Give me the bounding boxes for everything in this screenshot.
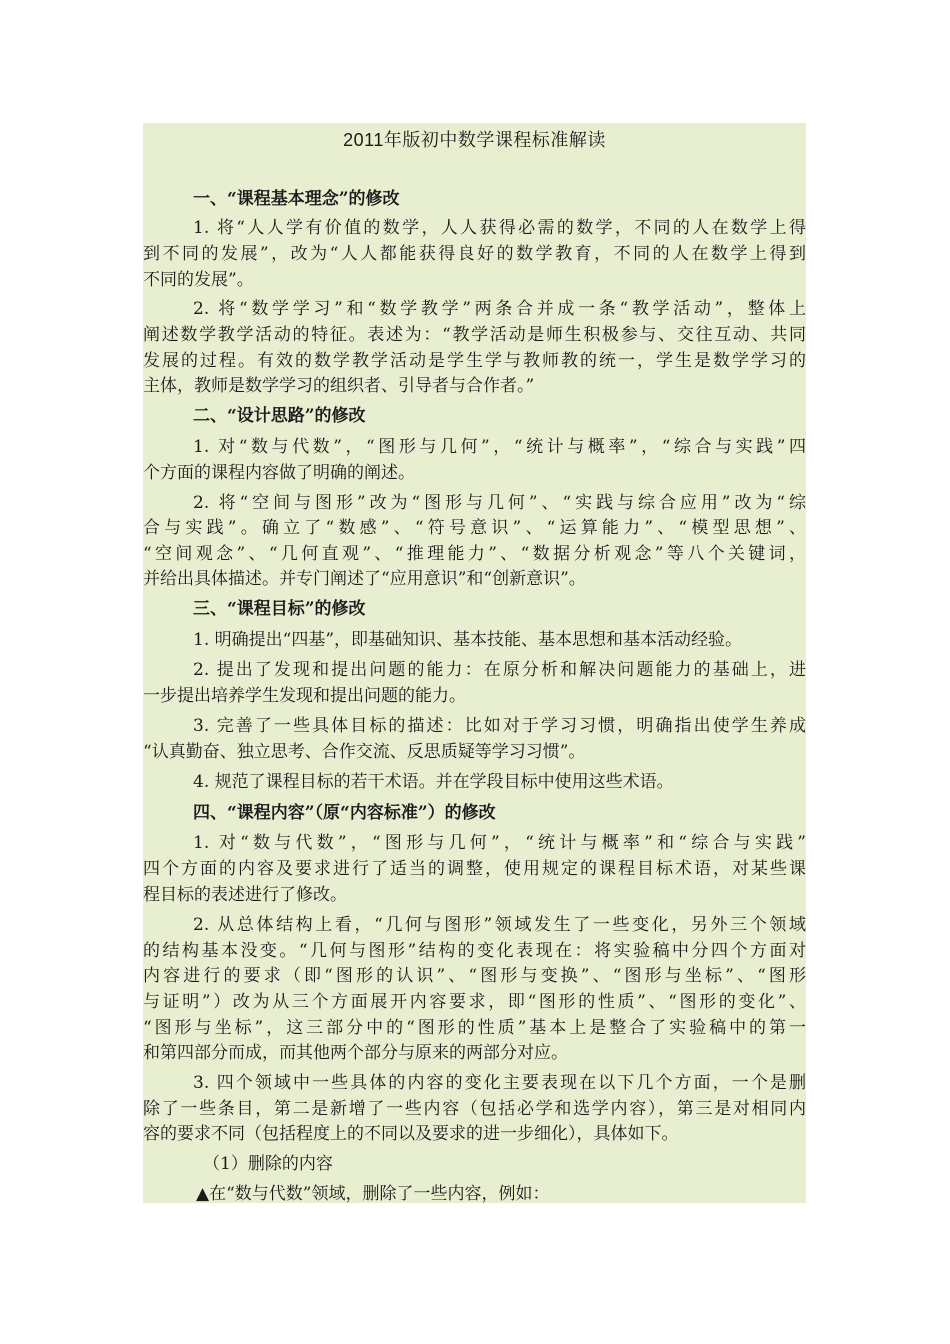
paragraph-line: 3. 四个领域中一些具体的内容的变化主要表现在以下几个方面，一个是删	[193, 1073, 806, 1093]
paragraph-line: 2. 从总体结构上看，“几何与图形”领域发生了一些变化，另外三个领域	[193, 915, 806, 935]
bullet-line: ▲在“数与代数”领域，删除了一些内容，例如：	[196, 1184, 550, 1204]
paragraph-line: 发展的过程。有效的数学教学活动是学生学与教师教的统一，学生是数学学习的	[143, 351, 806, 371]
paragraph-line: 阐述数学教学活动的特征。表述为：“教学活动是师生积极参与、交往互动、共同	[143, 325, 806, 345]
paragraph-line: 1. 将“人人学有价值的数学，人人获得必需的数学，不同的人在数学上得	[193, 218, 806, 238]
paragraph-line: 到不同的发展”，改为“人人都能获得良好的数学教育，不同的人在数学上得到	[143, 244, 806, 264]
paragraph-line: 个方面的课程内容做了明确的阐述。	[143, 463, 415, 483]
paragraph-line: 2. 将“数学学习”和“数学教学”两条合并成一条“教学活动”，整体上	[193, 299, 806, 319]
paragraph-line: 不同的发展”。	[143, 270, 254, 290]
paragraph-line: 程目标的表述进行了修改。	[143, 885, 347, 905]
paragraph-line: 1. 对“数与代数”，“图形与几何”，“统计与概率”和“综合与实践”	[193, 833, 806, 853]
paragraph-line: 和第四部分而成，而其他两个部分与原来的两部分对应。	[143, 1043, 568, 1063]
section-heading-2: 二、“设计思路”的修改	[193, 406, 366, 426]
paragraph-line: 与证明”）改为从三个方面展开内容要求，即“图形的性质”、“图形的变化”、	[143, 992, 806, 1012]
paragraph-line: 4. 规范了课程目标的若干术语。并在学段目标中使用这些术语。	[193, 772, 674, 792]
subsection-label: （1）删除的内容	[203, 1154, 333, 1174]
paragraph-line: 除了一些条目，第二是新增了一些内容（包括必学和选学内容），第三是对相同内	[143, 1099, 806, 1119]
paragraph-line: 3. 完善了一些具体目标的描述：比如对于学习习惯，明确指出使学生养成	[193, 716, 806, 736]
section-heading-3: 三、“课程目标”的修改	[193, 599, 366, 619]
paragraph-line: 并给出具体描述。并专门阐述了“应用意识”和“创新意识”。	[143, 569, 586, 589]
paragraph-line: 主体，教师是数学学习的组织者、引导者与合作者。”	[143, 376, 535, 396]
section-heading-4: 四、“课程内容”（原“内容标准”）的修改	[193, 803, 496, 823]
paragraph-line: 四个方面的内容及要求进行了适当的调整，使用规定的课程目标术语，对某些课	[143, 859, 806, 879]
paragraph-line: 2. 提出了发现和提出问题的能力：在原分析和解决问题能力的基础上，进	[193, 660, 806, 680]
paragraph-line: 1. 对“数与代数”，“图形与几何”，“统计与概率”，“综合与实践”四	[193, 437, 806, 457]
paragraph-line: 内容进行的要求（即“图形的认识”、“图形与变换”、“图形与坐标”、“图形	[143, 966, 806, 986]
paragraph-line: 的结构基本没变。“几何与图形”结构的变化表现在：将实验稿中分四个方面对	[143, 941, 806, 961]
document-title: 2011年版初中数学课程标准解读	[343, 130, 606, 150]
paragraph-line: 一步提出培养学生发现和提出问题的能力。	[143, 686, 466, 706]
section-heading-1: 一、“课程基本理念”的修改	[193, 189, 400, 209]
paragraph-line: “空间观念”、“几何直观”、“推理能力”、“数据分析观念”等八个关键词，	[143, 544, 806, 564]
paragraph-line: 合与实践”。确立了“数感”、“符号意识”、“运算能力”、“模型思想”、	[143, 518, 806, 538]
paragraph-line: “认真勤奋、独立思考、合作交流、反思质疑等学习习惯”。	[143, 742, 586, 762]
paragraph-line: 1. 明确提出“四基”，即基础知识、基本技能、基本思想和基本活动经验。	[193, 630, 743, 650]
paragraph-line: 2. 将“空间与图形”改为“图形与几何”、“实践与综合应用”改为“综	[193, 493, 806, 513]
paragraph-line: “图形与坐标”，这三部分中的“图形的性质”基本上是整合了实验稿中的第一	[143, 1018, 806, 1038]
paragraph-line: 容的要求不同（包括程度上的不同以及要求的进一步细化），具体如下。	[143, 1124, 679, 1144]
